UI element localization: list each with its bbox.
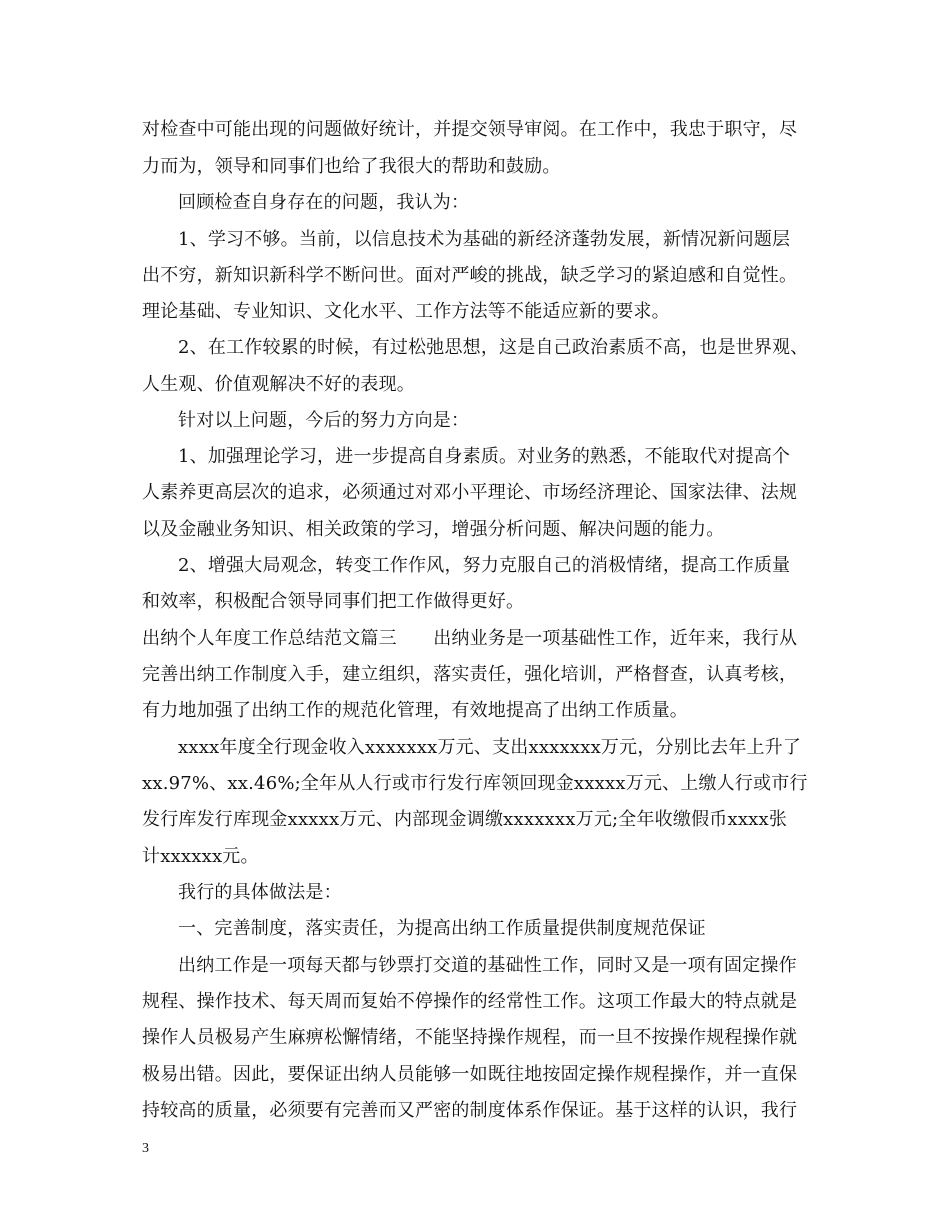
text-line: xxxx年度全行现金收入xxxxxxx万元、支出xxxxxxx万元，分别比去年上升了 bbox=[178, 737, 802, 758]
text-line: 操作人员极易产生麻痹松懈情绪，不能坚持操作规程，而一旦不按操作规程操作就 bbox=[142, 1027, 798, 1048]
text-line: 我行的具体做法是： bbox=[178, 882, 342, 903]
text-line: 极易出错。因此，要保证出纳人员能够一如既往地按固定操作规程操作，并一直保 bbox=[142, 1064, 798, 1085]
text-line: 出纳工作是一项每天都与钞票打交道的基础性工作，同时又是一项有固定操作 bbox=[178, 955, 797, 976]
text-line: 针对以上问题，今后的努力方向是： bbox=[178, 410, 470, 431]
text-line: 1、学习不够。当前，以信息技术为基础的新经济蓬勃发展，新情况新问题层 bbox=[178, 229, 791, 250]
text-line: 回顾检查自身存在的问题，我认为： bbox=[178, 192, 470, 213]
text-line: 人生观、价值观解决不好的表现。 bbox=[142, 374, 415, 395]
text-line: 和效率，积极配合领导同事们把工作做得更好。 bbox=[142, 591, 525, 612]
text-line: 计xxxxxx元。 bbox=[142, 846, 259, 867]
text-line: xx.97%、xx.46%;全年从人行或市行发行库领回现金xxxxx万元、上缴人行或市行 bbox=[142, 773, 808, 794]
text-line: 有力地加强了出纳工作的规范化管理，有效地提高了出纳工作质量。 bbox=[142, 700, 688, 721]
text-line: 对检查中可能出现的问题做好统计，并提交领导审阅。在工作中，我忠于职守，尽 bbox=[142, 119, 798, 140]
text-line: 人素养更高层次的追求，必须通过对邓小平理论、市场经济理论、国家法律、法规 bbox=[142, 482, 798, 503]
text-line: 理论基础、专业知识、文化水平、工作方法等不能适应新的要求。 bbox=[142, 301, 670, 322]
page-number: 3 bbox=[142, 1141, 149, 1156]
text-line: 力而为，领导和同事们也给了我很大的帮助和鼓励。 bbox=[142, 156, 561, 177]
text-line: 以及金融业务知识、相关政策的学习，增强分析问题、解决问题的能力。 bbox=[142, 519, 725, 540]
section-heading-line: 出纳个人年度工作总结范文篇三 出纳业务是一项基础性工作，近年来，我行从 bbox=[142, 628, 798, 649]
text-line: 2、在工作较累的时候，有过松弛思想，这是自己政治素质不高，也是世界观、 bbox=[178, 337, 809, 358]
text-line: 发行库发行库现金xxxxx万元、内部现金调缴xxxxxxx万元;全年收缴假币xxxx张 bbox=[142, 809, 788, 830]
text-line: 持较高的质量，必须要有完善而又严密的制度体系作保证。基于这样的认识，我行 bbox=[142, 1100, 798, 1121]
text-line: 一、完善制度，落实责任，为提高出纳工作质量提供制度规范保证 bbox=[178, 918, 706, 939]
text-line: 1、加强理论学习，进一步提高自身素质。对业务的熟悉，不能取代对提高个 bbox=[178, 446, 791, 467]
text-line: 完善出纳工作制度入手，建立组织，落实责任，强化培训，严格督查，认真考核， bbox=[142, 664, 798, 685]
text-line: 规程、操作技术、每天周而复始不停操作的经常性工作。这项工作最大的特点就是 bbox=[142, 991, 798, 1012]
text-line: 出不穷，新知识新科学不断问世。面对严峻的挑战，缺乏学习的紧迫感和自觉性。 bbox=[142, 265, 798, 286]
text-line: 2、增强大局观念，转变工作作风，努力克服自己的消极情绪，提高工作质量 bbox=[178, 555, 791, 576]
